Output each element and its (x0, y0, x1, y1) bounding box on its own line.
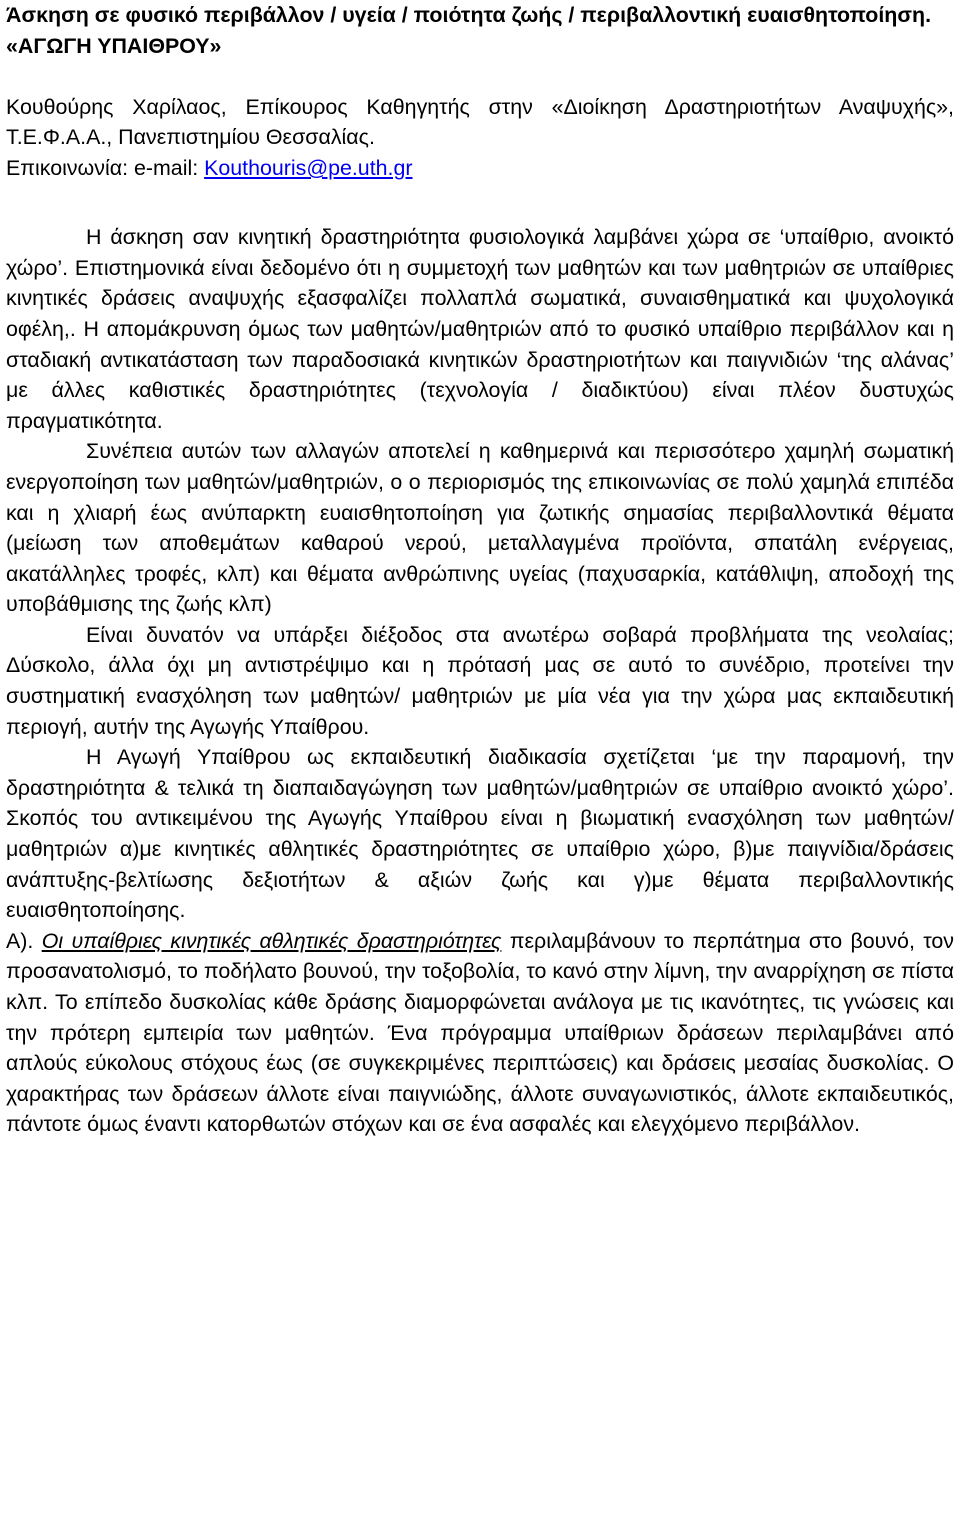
section-a-text: περιλαμβάνουν το περπάτημα στο βουνό, τον προσανατολισμό, το ποδήλατο βουνού, την τοξοβολία, το κανό στην λίμνη, την αναρρίχηση σε πίστα κλπ. Το επίπεδο δυσκολίας κάθε δράσης διαμορφώνεται ανάλογα με τις ικανότητες, τις γνώσεις και την πρότερη εμπειρία των μαθητών. Ένα πρόγραμμα υπαίθριων δράσεων περιλαμβάνει από απλούς εύκολους στόχους έως (σε συγκεκριμένες περιπτώσεις) και δράσεις μεσαίας δυσκολίας. Ο χαρακτήρας των δράσεων άλλοτε είναι παιγνιώδης, άλλοτε συναγωνιστικός, άλλοτε εκπαιδευτικός, πάντοτε όμως έναντι κατορθωτών στόχων και σε ένα ασφαλές και ελεγχόμενο περιβάλλον. (6, 928, 954, 1137)
document-page (6, 0, 954, 1140)
spacer (6, 184, 954, 215)
section-a-label: Α). (6, 928, 42, 953)
contact-line (6, 153, 954, 184)
paragraph-proposal: Είναι δυνατόν να υπάρξει διέξοδος στα ανωτέρω σοβαρά προβλήματα της νεολαίας; Δύσκολο, άλλα όχι μη αντιστρέψιμο και η πρότασή μας σε αυτό το συνέδριο, προτείνει την συστηματική ενασχόληση των μαθητών/ μαθητριών με μία νέα για την χώρα μας εκπαιδευτική περιογή, αυτήν της Αγωγής Υπαίθρου. (6, 622, 954, 739)
author-affiliation: Κουθούρης Χαρίλαος, Επίκουρος Καθηγητής στην «Διοίκηση Δραστηριοτήτων Αναψυχής», Τ.Ε.Φ.Α.Α., Πανεπιστημίου Θεσσαλίας. (6, 94, 954, 150)
document-title: Άσκηση σε φυσικό περιβάλλον / υγεία / ποιότητα ζωής / περιβαλλοντική ευαισθητοποίηση. «ΑΓΩΓΗ ΥΠΑΙΘΡΟΥ» (6, 3, 932, 58)
contact-label: Επικοινωνία: e-mail: (6, 155, 205, 180)
email-link[interactable]: Kouthouris@pe.uth.gr (204, 155, 413, 180)
paragraph-section-a (6, 926, 954, 1140)
paragraph-intro: Η άσκηση σαν κινητική δραστηριότητα φυσιολογικά λαμβάνει χώρα σε ‘υπαίθριο, ανοικτό χώρο’. Επιστημονικά είναι δεδομένο ότι η συμμετοχή των μαθητών και των μαθητριών σε υπαίθριες κινητικές δράσεις αναψυχής εξασφαλίζει πολλαπλά σωματικά, συναισθηματικά και ψυχολογικά οφέλη,. Η απομάκρυνση όμως των μαθητών/μαθητριών από το φυσικό υπαίθριο περιβάλλον και η σταδιακή αντικατάσταση των παραδοσιακά κινητικών δραστηριοτήτων και παιγνιδιών ‘της αλάνας’ με άλλες καθιστικές δραστηριότητες (τεχνολογία / διαδικτύου) είναι πλέον δυστυχώς πραγματικότητα. (6, 225, 954, 433)
spacer (6, 214, 954, 222)
paragraph-outdoor-education: Η Αγωγή Υπαίθρου ως εκπαιδευτική διαδικασία σχετίζεται ‘με την παραμονή, την δραστηριότητα & τελικά τη διαπαιδαγώγηση των μαθητών/μαθητριών σε υπαίθριο ανοικτό χώρο’. Σκοπός του αντικειμένου της Αγωγής Υπαίθρου είναι η βιωματική ενασχόληση των μαθητών/μαθητριών α)με κινητικές αθλητικές δραστηριότητες σε υπαίθριο χώρο, β)με παιγνίδια/δράσεις ανάπτυξης-βελτίωσης δεξιοτήτων & αξιών ζωής και γ)με θέματα περιβαλλοντικής ευαισθητοποίησης. (6, 745, 954, 923)
paragraph-consequences: Συνέπεια αυτών των αλλαγών αποτελεί η καθημερινά και περισσότερο χαμηλή σωματική ενεργοποίηση των μαθητών/μαθητριών, ο ο περιορισμός της επικοινωνίας σε πολύ χαμηλά επιπέδα και η χλιαρή έως ανύπαρκτη ευαισθητοποίηση για ζωτικής σημασίας περιβαλλοντικά θέματα (μείωση των αποθεμάτων καθαρού νερού, μεταλλαγμένα προϊόντα, σπατάλη ενέργειας, ακατάλληλες τροφές, κλπ) και θέματα ανθρώπινης υγείας (παχυσαρκία, κατάθλιψη, αποδοχή της υποβάθμισης της ζωής κλπ) (6, 439, 954, 617)
spacer (6, 61, 954, 92)
section-a-heading: Οι υπαίθριες κινητικές αθλητικές δραστηριότητες (41, 928, 502, 953)
